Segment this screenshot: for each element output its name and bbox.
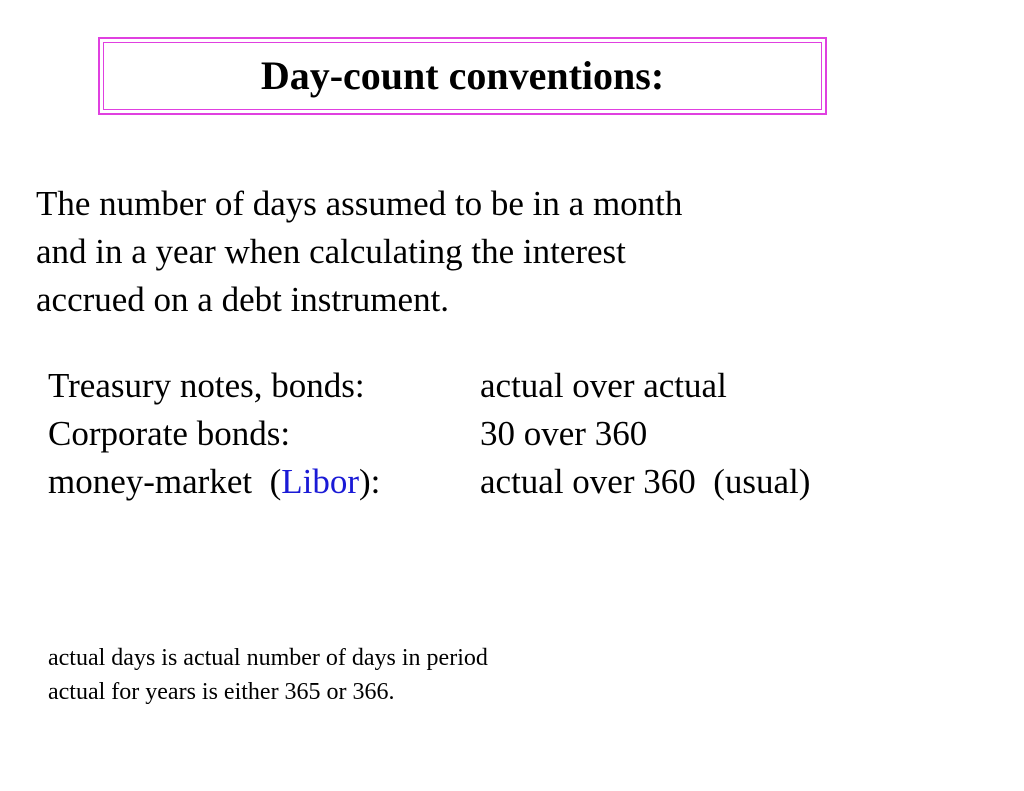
libor-highlight: Libor <box>281 462 360 501</box>
footnote-actual-years: actual for years is either 365 or 366. <box>48 679 395 705</box>
definition-paragraph <box>36 180 816 324</box>
definition-line-2: and in a year when calculating the interest <box>36 232 626 271</box>
convention-label-money-market <box>48 458 480 506</box>
convention-value-corporate: 30 over 360 <box>480 414 648 453</box>
definition-line-1: The number of days assumed to be in a month <box>36 184 683 223</box>
title-box <box>98 37 827 115</box>
footnote-actual-days: actual days is actual number of days in period <box>48 645 488 671</box>
definition-line-3: accrued on a debt instrument. <box>36 280 450 319</box>
convention-label-treasury: Treasury notes, bonds: <box>48 366 365 405</box>
convention-label-money-market-prefix: money-market ( <box>48 462 282 501</box>
convention-row-treasury <box>48 362 908 410</box>
page-title: Day-count conventions: <box>260 53 665 98</box>
conventions-list <box>48 362 908 506</box>
convention-row-money-market <box>48 458 908 506</box>
convention-row-corporate <box>48 410 908 458</box>
convention-value-money-market: actual over 360 (usual) <box>480 462 811 501</box>
convention-label-money-market-suffix: ): <box>359 462 381 501</box>
convention-label-corporate: Corporate bonds: <box>48 414 291 453</box>
convention-value-treasury: actual over actual <box>480 366 727 405</box>
footnotes <box>48 641 488 709</box>
